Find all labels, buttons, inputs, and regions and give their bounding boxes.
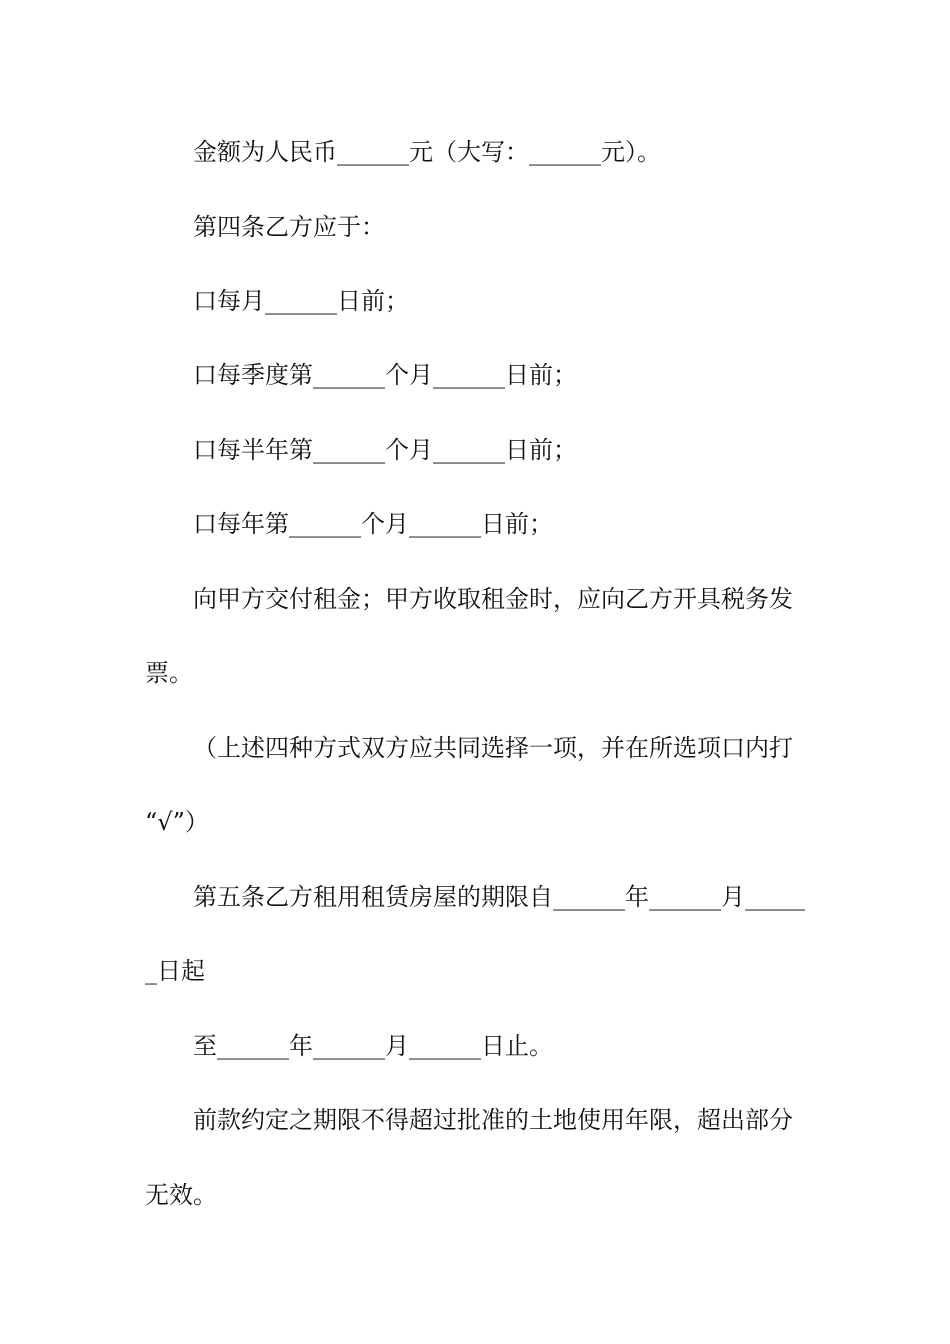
paragraph-payment-line-2: 票。 [145,659,193,687]
article-four-heading: 第四条乙方应于： [193,213,385,241]
option-monthly: 口每月______日前； [193,287,409,315]
paragraph-selection-note-line-2: “√”） [145,808,209,836]
article-five-term-line-1: 第五条乙方租用租赁房屋的期限自______年______月_____ [193,883,805,911]
paragraph-term-limit-line-2: 无效。 [145,1181,217,1209]
paragraph-payment-line-1: 向甲方交付租金；甲方收取租金时，应向乙方开具税务发 [193,585,793,613]
paragraph-rent-amount: 金额为人民币______元（大写：______元）。 [193,138,661,166]
option-semiannual: 口每半年第______个月______日前； [193,436,577,464]
option-annual: 口每年第______个月______日前； [193,510,553,538]
paragraph-selection-note-line-1: （上述四种方式双方应共同选择一项，并在所选项口内打 [193,734,793,762]
article-five-term-line-2: _日起 [145,957,205,985]
article-five-term-end: 至______年______月______日止。 [193,1032,553,1060]
paragraph-term-limit-line-1: 前款约定之期限不得超过批准的土地使用年限，超出部分 [193,1106,793,1134]
option-quarterly: 口每季度第______个月______日前； [193,361,577,389]
